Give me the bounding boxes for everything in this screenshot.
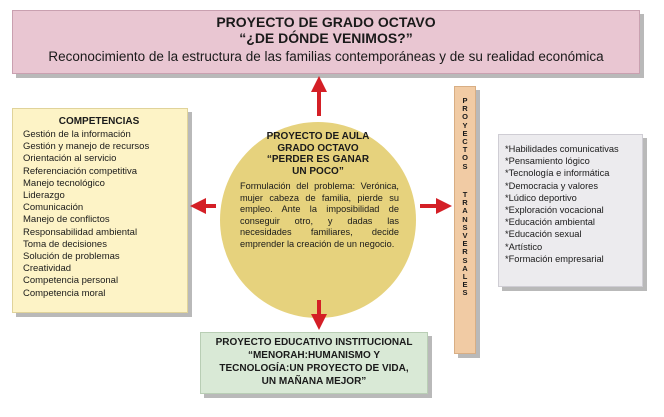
list-item: Comunicación bbox=[23, 202, 84, 214]
list-item: *Formación empresarial bbox=[505, 253, 604, 264]
list-item: *Habilidades comunicativas bbox=[505, 144, 619, 154]
list-item: *Democracia y valores bbox=[505, 180, 599, 191]
list-item: Responsabilidad ambiental bbox=[23, 226, 138, 238]
list-item: *Educación sexual bbox=[505, 229, 582, 240]
list-item: Gestión y manejo de recursos bbox=[23, 141, 150, 153]
aula-title-line: PROYECTO DE AULA bbox=[266, 131, 370, 142]
list-item: Gestión de la información bbox=[23, 129, 131, 140]
institutional-title: PROYECTO EDUCATIVO INSTITUCIONAL bbox=[215, 337, 413, 348]
aula-title-line: GRADO OCTAVO bbox=[277, 142, 359, 154]
list-item: *Lúdico deportivo bbox=[505, 192, 577, 203]
list-item: *Exploración vocacional bbox=[505, 205, 604, 216]
list-item: Toma de decisiones bbox=[23, 238, 107, 250]
aula-title-line: “PERDER ES GANAR bbox=[266, 154, 370, 165]
header-description: Reconocimiento de la estructura de las familias contemporáneas y de su realidad económica bbox=[48, 49, 604, 64]
list-item: Orientación al servicio bbox=[23, 153, 117, 165]
list-item: Liderazgo bbox=[23, 190, 65, 202]
list-item: Solución de problemas bbox=[23, 251, 120, 263]
list-item: Manejo tecnológico bbox=[23, 177, 105, 189]
list-item: Creatividad bbox=[23, 263, 72, 275]
list-item: Referenciación competitiva bbox=[23, 165, 138, 177]
header-title: PROYECTO DE GRADO OCTAVO bbox=[216, 14, 436, 30]
vertical-label-proyectos: P R O Y E C T O S bbox=[462, 96, 468, 171]
competencias-title: COMPETENCIAS bbox=[58, 116, 140, 127]
list-item: *Artístico bbox=[505, 241, 543, 252]
list-item: Competencia moral bbox=[23, 287, 106, 299]
aula-title-line: UN POCO” bbox=[292, 165, 344, 177]
list-item: *Tecnología e informática bbox=[505, 168, 610, 179]
institutional-motto-line: “MENORAH:HUMANISMO Y bbox=[247, 350, 381, 361]
problem-statement: Formulación del problema: Verónica, mujer cabeza de familia, pierde su empleo. Ante la imposibilidad de conseguir otro, y dadas las necesidades familiares, decide emprender la creación de un negocio. bbox=[240, 181, 399, 249]
list-item: *Educación ambiental bbox=[505, 217, 595, 228]
institutional-motto-line: UN MAÑANA MEJOR” bbox=[261, 376, 367, 387]
header-subtitle: “¿DE DÓNDE VENIMOS?” bbox=[239, 30, 413, 46]
list-item: *Pensamiento lógico bbox=[505, 156, 590, 167]
list-item: Competencia personal bbox=[23, 275, 119, 287]
institutional-motto-line: TECNOLOGÍA:UN PROYECTO DE VIDA, bbox=[219, 363, 409, 374]
vertical-label-transversales: T R A N S V E R S A L E S bbox=[462, 190, 468, 298]
list-item: Manejo de conflictos bbox=[23, 214, 110, 226]
